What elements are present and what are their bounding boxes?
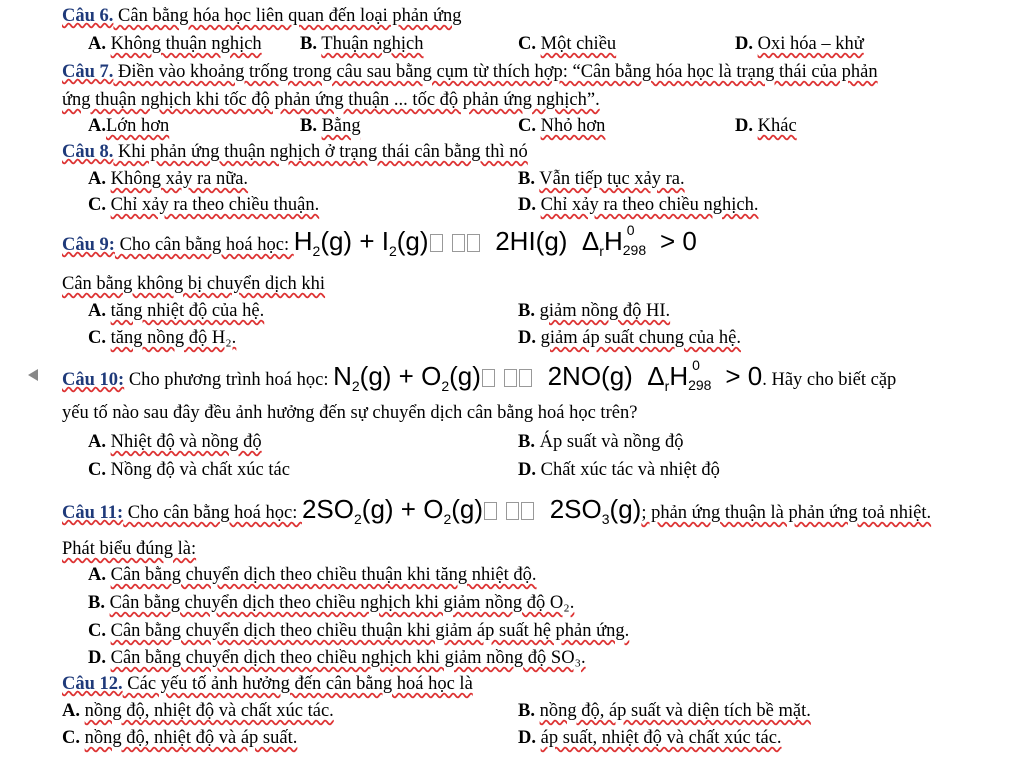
question-text: Phát biểu đúng là: [62, 539, 197, 559]
eq-part: > 0 [718, 361, 763, 391]
question-10 [62, 357, 897, 398]
missing-glyph-icon [467, 234, 480, 252]
question-label: Câu 6. [62, 6, 114, 26]
eq-part: 2SO [549, 494, 602, 524]
question-text: Cho phương trình hoá học: [124, 370, 334, 390]
option-text: Lớn hơn [106, 116, 170, 136]
eq-part: Δ [581, 226, 600, 256]
collapse-triangle-icon[interactable] [28, 369, 38, 381]
option-text: Thuận nghịch [321, 34, 424, 54]
option-text: giảm nồng độ HI. [539, 301, 671, 321]
option-letter: D. [518, 728, 536, 748]
option-b [518, 299, 670, 323]
option-d [88, 646, 586, 670]
option-letter: A. [88, 432, 106, 452]
question-6 [62, 4, 461, 28]
missing-glyph-icon [482, 369, 495, 387]
eq-part: Δ [647, 361, 665, 391]
option-d [735, 114, 797, 138]
eq-part: (g) [449, 361, 481, 391]
question-label: Câu 9: [62, 235, 115, 255]
option-letter: D. [88, 648, 106, 668]
missing-glyph-icon [521, 502, 534, 520]
equation [301, 494, 642, 527]
question-text: Khi phản ứng thuận nghịch ở trạng thái cân bằng thì nó [113, 142, 528, 162]
option-text: Áp suất và nồng độ [539, 432, 684, 452]
question-7-cont [62, 88, 600, 112]
option-letter: C. [88, 195, 106, 215]
option-text: Oxi hóa – khử [757, 34, 864, 54]
equation [293, 222, 697, 259]
question-text: Cho cân bằng hoá học: [114, 235, 294, 255]
eq-part: 2NO(g) [547, 361, 633, 391]
missing-glyph-icon [506, 502, 519, 520]
superscript: 0 [626, 222, 635, 238]
eq-part: (g) + O [359, 361, 442, 391]
option-text: Cân bằng chuyển dịch theo chiều nghịch khi giảm nồng độ SO₃. [110, 648, 586, 668]
question-label: Câu 7. [62, 62, 114, 82]
option-letter: D. [518, 195, 536, 215]
missing-glyph-icon [504, 369, 517, 387]
question-text: ứng thuận nghịch khi tốc độ phản ứng thuận ... tốc độ phản ứng nghịch”. [62, 90, 600, 110]
missing-glyph-icon [452, 234, 465, 252]
option-text: Chất xúc tác và nhiệt độ [540, 460, 720, 480]
option-letter: A. [88, 301, 106, 321]
subscript: 3 [601, 511, 610, 527]
option-text: Chỉ xảy ra theo chiều thuận. [110, 195, 320, 215]
option-d [518, 193, 758, 217]
option-letter: B. [518, 432, 535, 452]
question-label: Câu 12. [62, 674, 123, 694]
option-text: nồng độ, áp suất và diện tích bề mặt. [539, 701, 811, 721]
question-9-cont [62, 272, 325, 296]
eq-part: 2SO [301, 494, 354, 524]
subscript: 2 [388, 243, 397, 259]
question-text: Điền vào khoảng trống trong câu sau bằng cụm từ thích hợp: “Cân bằng hóa học là trạng thái của phản [113, 62, 878, 82]
eq-part: (g) [609, 494, 642, 524]
equation [333, 357, 763, 394]
option-a [88, 114, 169, 138]
option-letter: D. [735, 34, 753, 54]
eq-part: H [669, 361, 689, 391]
option-letter: A. [88, 34, 106, 54]
question-text: ; phản ứng thuận là phản ứng toả nhiệt. [641, 503, 932, 523]
option-a [62, 699, 334, 723]
question-11 [62, 494, 932, 531]
question-11-cont [62, 537, 196, 561]
option-a [88, 167, 248, 191]
eq-part: H [293, 226, 313, 256]
option-a [88, 563, 537, 587]
option-c [518, 32, 616, 56]
option-text: nồng độ, nhiệt độ và áp suất. [84, 728, 298, 748]
eq-part: (g) [451, 494, 484, 524]
question-text: Cân bằng hóa học liên quan đến loại phản ứng [113, 6, 462, 26]
subscript: 2 [351, 378, 360, 394]
option-letter: B. [518, 701, 535, 721]
eq-part: N [333, 361, 352, 391]
subscript: 298 [622, 242, 647, 258]
question-text: Cân bằng không bị chuyển dịch khi [62, 274, 326, 294]
option-d [518, 326, 741, 350]
eq-part: 2HI(g) [495, 226, 568, 256]
option-text: Cân bằng chuyển dịch theo chiều thuận khi giảm áp suất hệ phản ứng. [110, 621, 630, 641]
subscript: r [664, 378, 670, 394]
option-b [300, 32, 424, 56]
option-text: Bằng [321, 116, 361, 136]
option-letter: B. [518, 169, 535, 189]
option-letter: D. [518, 328, 536, 348]
question-8 [62, 140, 528, 164]
option-a [88, 32, 262, 56]
option-letter: B. [518, 301, 535, 321]
option-c [62, 726, 297, 750]
option-text: tăng nồng độ H₂. [110, 328, 237, 348]
option-c [518, 114, 605, 138]
option-text: tăng nhiệt độ của hệ. [110, 301, 265, 321]
superscript: 0 [692, 357, 700, 373]
option-letter: C. [62, 728, 80, 748]
option-text: Nhiệt độ và nồng độ [110, 432, 262, 452]
option-c [88, 326, 236, 350]
option-letter: A. [88, 169, 106, 189]
option-letter: B. [300, 34, 317, 54]
option-c [88, 193, 319, 217]
option-b [88, 591, 574, 615]
question-label: Câu 10: [62, 370, 125, 390]
question-text: . Hãy cho biết cặp [762, 370, 897, 390]
question-10-cont [62, 401, 637, 425]
subscript: 2 [441, 378, 450, 394]
option-a [88, 299, 264, 323]
option-letter: A. [88, 116, 106, 136]
subscript: 2 [312, 243, 321, 259]
question-12 [62, 672, 473, 696]
option-c [88, 619, 629, 643]
option-b [518, 167, 685, 191]
eq-part: (g) + O [361, 494, 444, 524]
option-c [88, 458, 290, 482]
option-text: Nồng độ và chất xúc tác [110, 460, 290, 480]
option-b [518, 699, 811, 723]
option-text: áp suất, nhiệt độ và chất xúc tác. [540, 728, 782, 748]
subscript: 2 [443, 511, 452, 527]
option-text: nồng độ, nhiệt độ và chất xúc tác. [84, 701, 334, 721]
option-letter: A. [88, 565, 106, 585]
option-d [518, 726, 782, 750]
option-letter: B. [300, 116, 317, 136]
option-text: Chỉ xảy ra theo chiều nghịch. [540, 195, 759, 215]
question-text: yếu tố nào sau đây đều ảnh hưởng đến sự chuyển dịch cân bằng hoá học trên? [62, 403, 638, 423]
option-letter: C. [518, 34, 536, 54]
eq-part: (g) [396, 226, 429, 256]
subscript: 298 [688, 377, 712, 393]
option-letter: B. [88, 593, 105, 613]
missing-glyph-icon [430, 234, 443, 252]
option-letter: D. [518, 460, 536, 480]
eq-part: H [603, 226, 623, 256]
missing-glyph-icon [484, 502, 497, 520]
question-label: Câu 8. [62, 142, 114, 162]
question-text: Cho cân bằng hoá học: [123, 503, 302, 523]
option-text: Nhỏ hơn [540, 116, 606, 136]
option-letter: D. [735, 116, 753, 136]
subscript: 2 [354, 511, 362, 527]
option-text: Cân bằng chuyển dịch theo chiều nghịch khi giảm nồng độ O₂. [109, 593, 575, 613]
option-letter: C. [88, 460, 106, 480]
eq-part: (g) + I [320, 226, 389, 256]
question-text: Các yếu tố ảnh hưởng đến cân bằng hoá học là [122, 674, 473, 694]
subscript: r [599, 243, 604, 259]
option-d [518, 458, 720, 482]
missing-glyph-icon [519, 369, 532, 387]
option-b [300, 114, 361, 138]
option-d [735, 32, 864, 56]
option-text: giảm áp suất chung của hệ. [540, 328, 741, 348]
option-a [88, 430, 262, 454]
option-letter: C. [88, 328, 106, 348]
option-text: Không xảy ra nữa. [110, 169, 249, 189]
question-label: Câu 11: [62, 503, 124, 523]
eq-part: > 0 [652, 226, 697, 256]
option-text: Khác [757, 116, 797, 136]
option-b [518, 430, 683, 454]
option-text: Không thuận nghịch [110, 34, 262, 54]
question-7 [62, 60, 878, 84]
option-text: Cân bằng chuyển dịch theo chiều thuận khi tăng nhiệt độ. [110, 565, 537, 585]
option-text: Một chiều [540, 34, 617, 54]
option-text: Vẫn tiếp tục xảy ra. [539, 169, 685, 189]
option-letter: A. [62, 701, 80, 721]
option-letter: C. [518, 116, 536, 136]
option-letter: C. [88, 621, 106, 641]
question-9 [62, 222, 697, 263]
